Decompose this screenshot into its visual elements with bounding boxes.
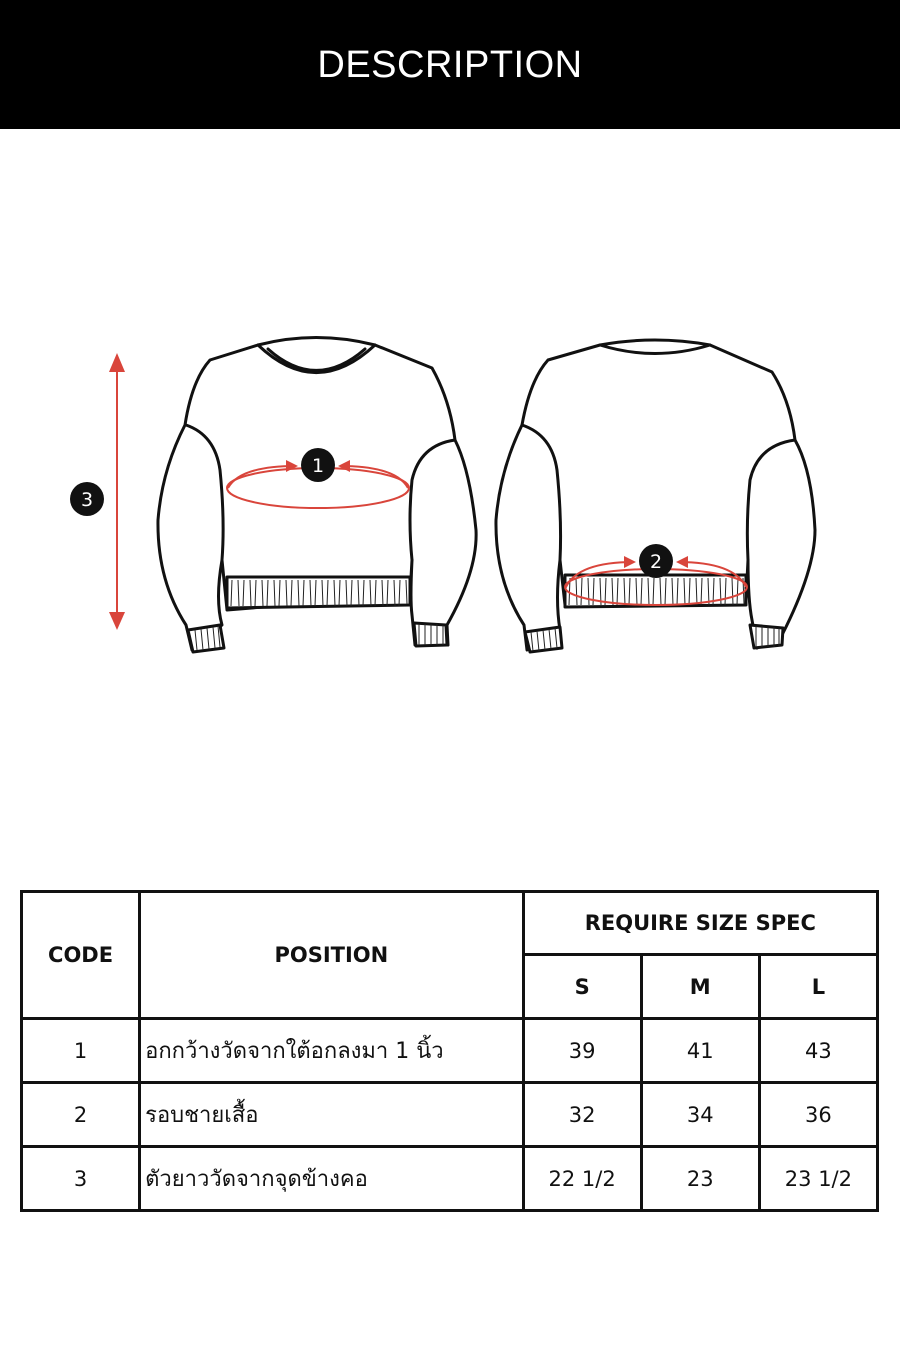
table-row <box>22 1019 878 1083</box>
row-code: 3 <box>22 1147 140 1211</box>
header-size-s: S <box>523 955 641 1019</box>
garment-diagram <box>0 330 900 670</box>
row-value-l: 43 <box>759 1019 877 1083</box>
front-sweater-drawing <box>158 338 476 653</box>
marker-badge-2 <box>639 544 673 578</box>
row-position: รอบชายเสื้อ <box>140 1083 523 1147</box>
header-position: POSITION <box>140 892 523 1019</box>
svg-text:1: 1 <box>311 455 325 477</box>
row-position: ตัวยาววัดจากจุดข้างคอ <box>140 1147 523 1211</box>
row-value-l: 23 1/2 <box>759 1147 877 1211</box>
header-size-m: M <box>641 955 759 1019</box>
row-value-m: 23 <box>641 1147 759 1211</box>
size-spec-table <box>20 890 879 1212</box>
marker-badge-3 <box>70 482 104 516</box>
row-position: อกกว้างวัดจากใต้อกลงมา 1 นิ้ว <box>140 1019 523 1083</box>
svg-text:3: 3 <box>80 489 94 511</box>
header-bar <box>0 0 900 129</box>
row-value-l: 36 <box>759 1083 877 1147</box>
length-measure <box>109 353 125 630</box>
header-size-l: L <box>759 955 877 1019</box>
header-size-spec: REQUIRE SIZE SPEC <box>523 892 877 955</box>
row-value-s: 39 <box>523 1019 641 1083</box>
svg-text:2: 2 <box>649 551 663 573</box>
row-value-m: 34 <box>641 1083 759 1147</box>
header-code: CODE <box>22 892 140 1019</box>
table-row <box>22 1083 878 1147</box>
row-code: 1 <box>22 1019 140 1083</box>
page-title: DESCRIPTION <box>317 44 583 86</box>
row-value-s: 32 <box>523 1083 641 1147</box>
row-code: 2 <box>22 1083 140 1147</box>
row-value-m: 41 <box>641 1019 759 1083</box>
table-row <box>22 1147 878 1211</box>
marker-badge-1 <box>301 448 335 482</box>
row-value-s: 22 1/2 <box>523 1147 641 1211</box>
